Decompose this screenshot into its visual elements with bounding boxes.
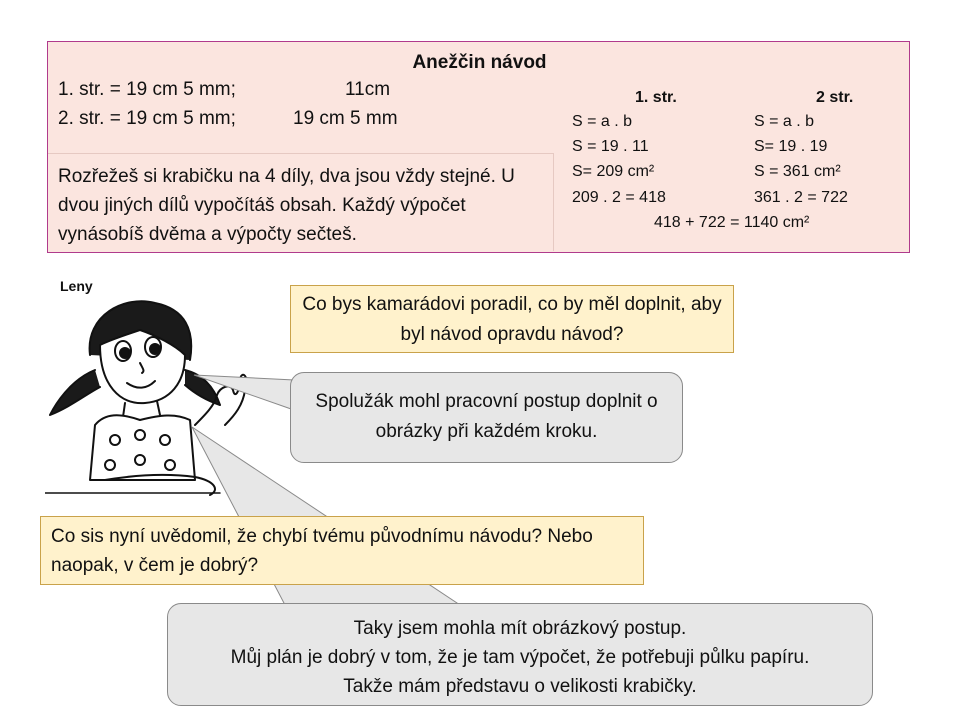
question-box — [40, 516, 644, 585]
question-box — [290, 285, 734, 353]
speech-pointer — [190, 365, 300, 425]
col1-header: 1. str. — [635, 89, 677, 106]
bubble-text: Spolužák mohl pracovní postup doplnit o obrázky při každém kroku. — [315, 391, 658, 442]
col1-row: S = a . b — [572, 113, 633, 130]
question-text: Co bys kamarádovi poradil, co by měl doplnit, aby byl návod opravdu návod? — [302, 294, 722, 345]
side1-measure: 1. str. = 19 cm 5 mm; — [58, 79, 236, 100]
instructions-text: Rozřežeš si krabičku na 4 díly, dva jsou vždy stejné. U dvou jiných dílů vypočítáš obsah. Každý výpočet vynásobíš dvěma a výpočty sečteš. — [58, 166, 515, 245]
col2-header: 2 str. — [816, 89, 854, 106]
total-calculation: 418 + 722 = 1140 cm² — [654, 214, 810, 231]
bubble-line: Takže mám představu o velikosti krabičky. — [343, 676, 697, 697]
col1-row: S = 19 . 11 — [572, 138, 649, 155]
col1-row: S= 209 cm² — [572, 163, 655, 180]
bubble-line: Taky jsem mohla mít obrázkový postup. — [353, 618, 687, 639]
side2-measure: 2. str. = 19 cm 5 mm; — [58, 108, 236, 129]
bubble-line: Můj plán je dobrý v tom, že je tam výpočet, že potřebuji půlku papíru. — [230, 647, 810, 668]
panel-title: Anežčin návod — [412, 52, 547, 73]
side2-value: 19 cm 5 mm — [293, 108, 398, 129]
col2-row: S= 19 . 19 — [754, 138, 828, 155]
instructions-panel — [47, 41, 910, 253]
col1-row: 209 . 2 = 418 — [572, 189, 666, 206]
col2-row: S = a . b — [754, 113, 815, 130]
col2-row: 361 . 2 = 722 — [754, 189, 848, 206]
side1-value: 11cm — [345, 79, 391, 100]
col2-row: S = 361 cm² — [754, 163, 841, 180]
speech-bubble — [167, 603, 873, 706]
instructions-text-box — [48, 153, 554, 251]
character-name: Leny — [60, 278, 93, 294]
question-text: Co sis nyní uvědomil, že chybí tvému původnímu návodu? Nebo naopak, v čem je dobrý? — [51, 526, 593, 576]
